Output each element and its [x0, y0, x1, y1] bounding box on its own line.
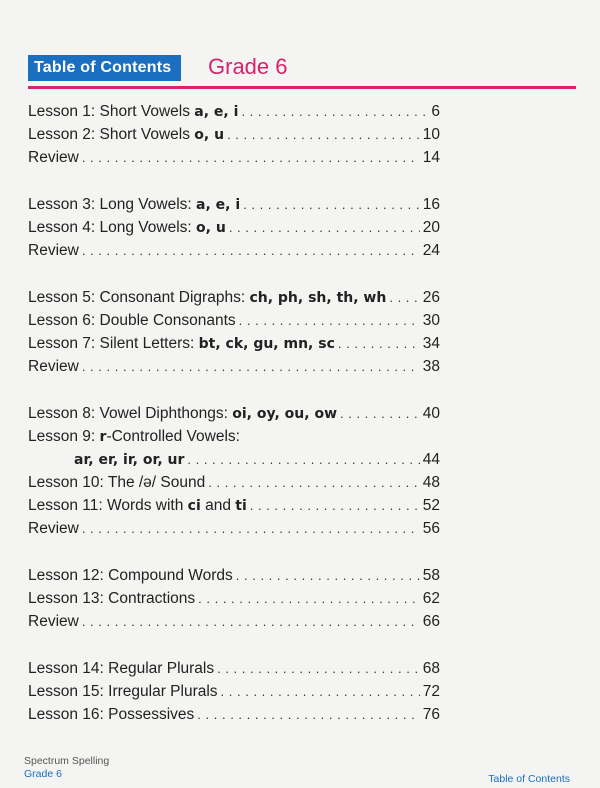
dot-leader: [221, 680, 420, 703]
footer-section: Table of Contents: [488, 773, 570, 785]
toc-entry-title: Lesson 16: Possessives: [28, 706, 195, 723]
toc-entry[interactable]: [28, 239, 440, 262]
toc-entry-title: Lesson 11: Words with ci and ti: [28, 497, 247, 514]
dot-leader: [197, 703, 419, 726]
dot-leader: [217, 657, 420, 680]
page-number: 6: [431, 103, 440, 120]
section-gap: [28, 633, 440, 657]
page-number: 20: [422, 219, 440, 236]
page-number: 72: [422, 683, 440, 700]
toc-entry[interactable]: [28, 332, 440, 355]
dot-leader: [227, 123, 420, 146]
page-number: 26: [422, 289, 440, 306]
dot-leader: [208, 471, 420, 494]
page-number: 44: [422, 451, 440, 468]
dot-leader: [82, 239, 420, 262]
dot-leader: [82, 355, 420, 378]
toc-title-badge: Table of Contents: [28, 55, 181, 81]
dot-leader: [82, 146, 420, 169]
section-gap: [28, 262, 440, 286]
dot-leader: [198, 587, 420, 610]
toc-entry[interactable]: [28, 216, 440, 239]
toc-entry-title: Lesson 3: Long Vowels: a, e, i: [28, 196, 241, 213]
dot-leader: [187, 448, 419, 471]
toc-entry-title: Lesson 10: The /ə/ Sound: [28, 474, 206, 491]
toc-entry[interactable]: [28, 448, 440, 471]
section-gap: [28, 378, 440, 402]
dot-leader: [338, 332, 420, 355]
toc-entry-title: Lesson 7: Silent Letters: bt, ck, gu, mn, sc: [28, 335, 335, 352]
toc-entry-title: Review: [28, 358, 79, 375]
dot-leader: [239, 309, 420, 332]
section-gap: [28, 540, 440, 564]
page-number: 14: [422, 149, 440, 166]
toc-entry[interactable]: [28, 100, 440, 123]
toc-entry[interactable]: [28, 146, 440, 169]
dot-leader: [82, 610, 420, 633]
toc-entry[interactable]: [28, 355, 440, 378]
toc-entry[interactable]: [28, 193, 440, 216]
footer-left: [24, 755, 109, 781]
toc-entry[interactable]: [28, 123, 440, 146]
toc-entry[interactable]: [28, 494, 440, 517]
page-number: 52: [422, 497, 440, 514]
footer-book-title: Spectrum Spelling: [24, 755, 110, 767]
page-number: 24: [422, 242, 440, 259]
toc-entry-title: Review: [28, 520, 79, 537]
toc-entry-title: Lesson 12: Compound Words: [28, 567, 233, 584]
page-number: 76: [422, 706, 440, 723]
page-number: 10: [422, 126, 440, 143]
page-header: [28, 52, 576, 92]
dot-leader: [250, 494, 420, 517]
toc-entry-title: Lesson 5: Consonant Digraphs: ch, ph, sh, th, wh: [28, 289, 387, 306]
dot-leader: [241, 100, 425, 123]
table-of-contents: [28, 100, 440, 726]
toc-entry-title: Review: [28, 149, 79, 166]
toc-entry-title: ar, er, ir, or, ur: [74, 452, 185, 468]
toc-entry-title: Lesson 4: Long Vowels: o, u: [28, 219, 226, 236]
toc-entry[interactable]: [28, 657, 440, 680]
page-number: 48: [422, 474, 440, 491]
page-number: 34: [422, 335, 440, 352]
page-number: 62: [422, 590, 440, 607]
page-number: 16: [422, 196, 440, 213]
toc-entry[interactable]: [28, 587, 440, 610]
footer-grade: Grade 6: [24, 768, 62, 780]
toc-entry[interactable]: [28, 610, 440, 633]
page-number: 56: [422, 520, 440, 537]
toc-entry-title: Lesson 2: Short Vowels o, u: [28, 126, 225, 143]
page-number: 30: [422, 312, 440, 329]
dot-leader: [236, 564, 420, 587]
dot-leader: [340, 402, 420, 425]
toc-entry[interactable]: [28, 425, 440, 448]
page-number: 38: [422, 358, 440, 375]
page-number: 66: [422, 613, 440, 630]
dot-leader: [243, 193, 420, 216]
toc-entry-title: Lesson 14: Regular Plurals: [28, 660, 215, 677]
toc-entry-title: Lesson 9: r-Controlled Vowels:: [28, 428, 240, 445]
grade-label: Grade 6: [208, 54, 288, 79]
dot-leader: [389, 286, 419, 309]
page-number: 68: [422, 660, 440, 677]
toc-entry[interactable]: [28, 286, 440, 309]
toc-entry[interactable]: [28, 703, 440, 726]
toc-entry-title: Lesson 13: Contractions: [28, 590, 196, 607]
dot-leader: [229, 216, 420, 239]
toc-entry-title: Lesson 15: Irregular Plurals: [28, 683, 218, 700]
toc-entry-title: Lesson 8: Vowel Diphthongs: oi, oy, ou, ow: [28, 405, 338, 422]
header-rule: [28, 86, 576, 89]
toc-entry[interactable]: [28, 564, 440, 587]
toc-entry-title: Review: [28, 613, 79, 630]
toc-entry-title: Review: [28, 242, 79, 259]
page-number: 40: [422, 405, 440, 422]
toc-entry-title: Lesson 1: Short Vowels a, e, i: [28, 103, 239, 120]
toc-entry[interactable]: [28, 517, 440, 540]
dot-leader: [82, 517, 420, 540]
toc-entry[interactable]: [28, 680, 440, 703]
section-gap: [28, 169, 440, 193]
toc-entry[interactable]: [28, 471, 440, 494]
toc-entry[interactable]: [28, 309, 440, 332]
page-number: 58: [422, 567, 440, 584]
toc-entry[interactable]: [28, 402, 440, 425]
toc-entry-title: Lesson 6: Double Consonants: [28, 312, 236, 329]
